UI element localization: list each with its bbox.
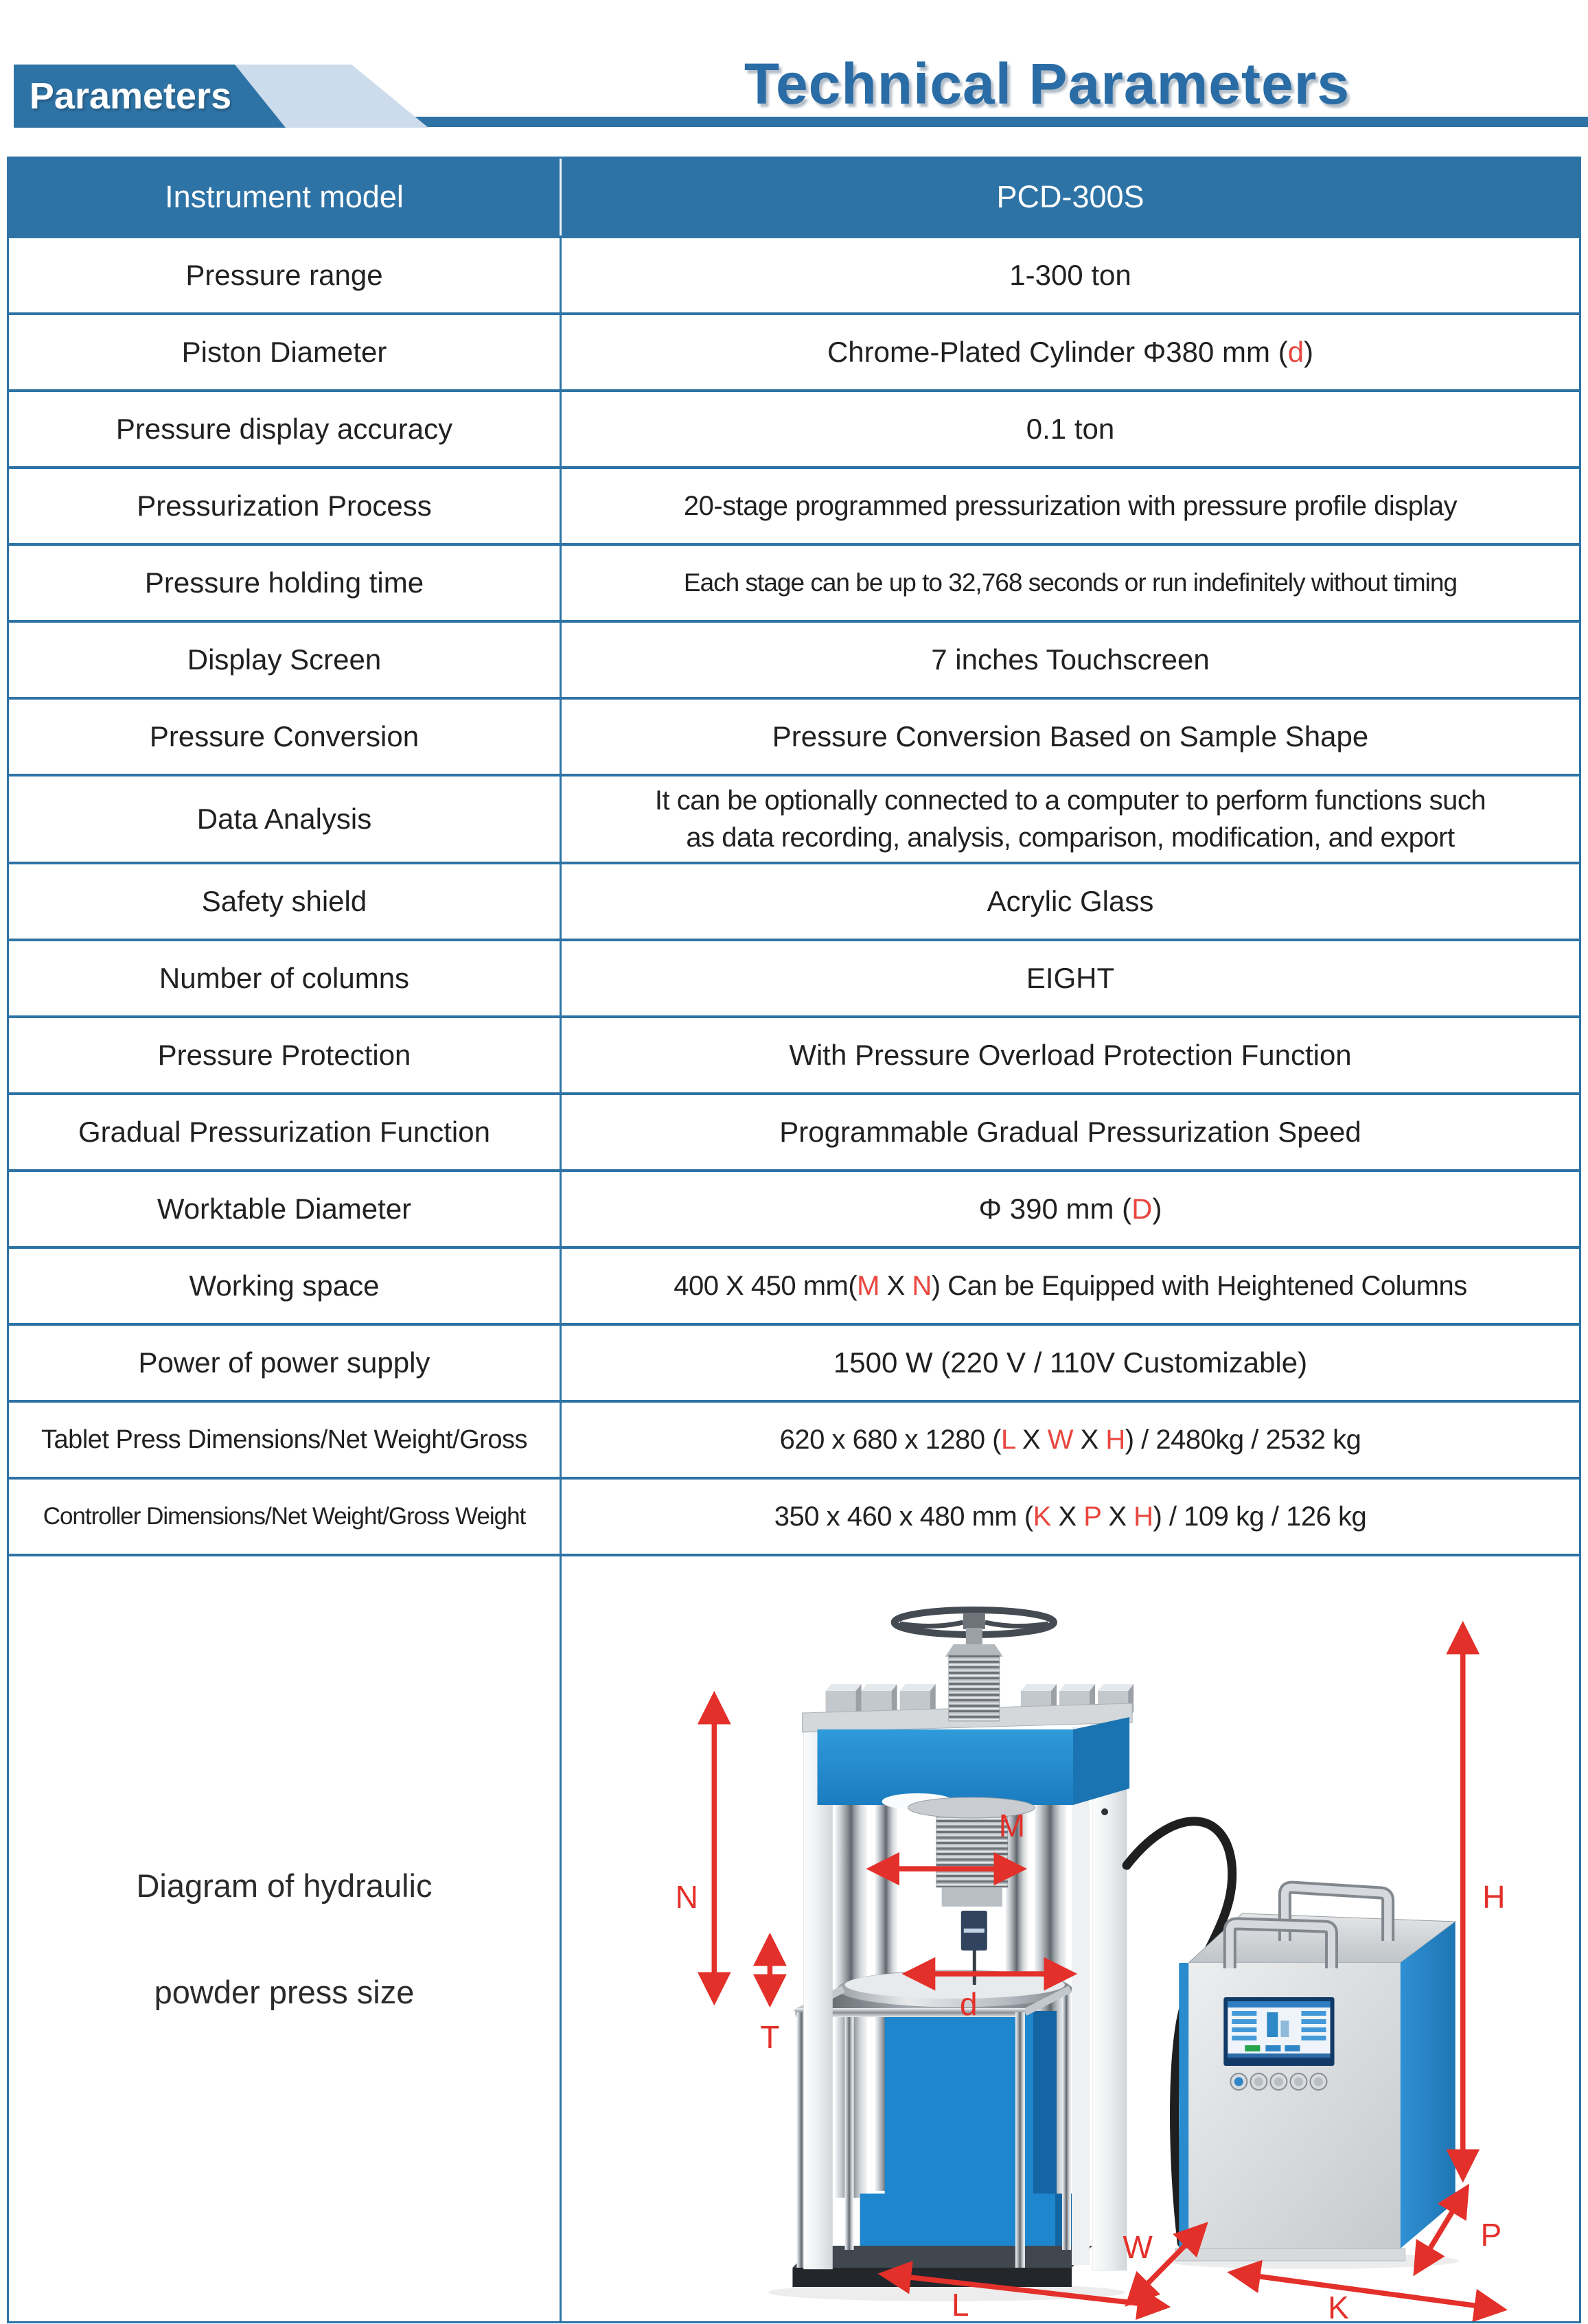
table-row bbox=[9, 543, 1579, 620]
parameters-banner bbox=[14, 65, 453, 128]
table-row bbox=[9, 939, 1579, 1015]
stand-leg bbox=[1015, 2012, 1025, 2268]
handwheel bbox=[895, 1610, 1054, 1657]
param-value-cell: 20-stage programmed pressurization with pressure profile display bbox=[683, 490, 1458, 521]
header-param-cell: Instrument model bbox=[9, 159, 562, 235]
param-name-cell: Worktable Diameter bbox=[9, 1172, 562, 1246]
press-lower-body-shade bbox=[1033, 2011, 1057, 2198]
dim-label-W: W bbox=[1123, 2229, 1153, 2265]
sensor-rod bbox=[973, 1951, 976, 1985]
param-value-cell: Programmable Gradual Pressurization Speed bbox=[779, 1116, 1361, 1148]
hydraulic-press-diagram bbox=[562, 1556, 1579, 2321]
param-name-cell: Piston Diameter bbox=[9, 315, 562, 389]
header-value-cell: PCD-300S bbox=[996, 179, 1144, 214]
table-row bbox=[9, 1400, 1579, 1477]
dim-label-P: P bbox=[1480, 2217, 1502, 2253]
table-row bbox=[9, 774, 1579, 862]
param-value-cell: 400 X 450 mm(M X N) Can be Equipped with Heightened Columns bbox=[674, 1270, 1467, 1301]
param-name-cell: Pressure Protection bbox=[9, 1018, 562, 1092]
param-name-cell: Safety shield bbox=[9, 864, 562, 939]
param-value-cell: With Pressure Overload Protection Function bbox=[789, 1039, 1352, 1071]
param-name-cell: Pressure range bbox=[9, 238, 562, 312]
param-name-cell: Pressure display accuracy bbox=[9, 392, 562, 466]
table-row bbox=[9, 1015, 1579, 1092]
press-frame-post bbox=[1072, 1727, 1090, 2265]
table-row bbox=[9, 1477, 1579, 1554]
param-name-cell: Pressurization Process bbox=[9, 469, 562, 543]
page-title: Technical Parameters bbox=[744, 51, 1350, 116]
controller-front-edge bbox=[1179, 1963, 1190, 2248]
param-name-cell: Gradual Pressurization Function bbox=[9, 1095, 562, 1169]
dim-label-H: H bbox=[1482, 1879, 1506, 1915]
diagram-caption-cell bbox=[9, 1556, 562, 2321]
param-value-cell: 7 inches Touchscreen bbox=[931, 643, 1210, 676]
dim-label-T: T bbox=[760, 2019, 780, 2055]
param-value-cell: Chrome-Plated Cylinder Φ380 mm (d) bbox=[827, 336, 1314, 368]
piston-cylinder bbox=[936, 1810, 1008, 1887]
param-name-cell: Controller Dimensions/Net Weight/Gross Weight bbox=[9, 1480, 562, 1554]
diagram-row bbox=[9, 1554, 1579, 2321]
controller-side bbox=[1401, 1922, 1455, 2248]
piston-cap bbox=[942, 1887, 1002, 1907]
param-name-cell: Data Analysis bbox=[9, 776, 562, 862]
param-value-cell: Φ 390 mm (D) bbox=[978, 1193, 1162, 1225]
controller-unit bbox=[1175, 1887, 1455, 2261]
controller-buttons[interactable] bbox=[1230, 2073, 1326, 2090]
table-row bbox=[9, 466, 1579, 543]
banner-label: Parameters bbox=[29, 76, 232, 117]
controller-base bbox=[1175, 2248, 1405, 2261]
param-value-cell: EIGHT bbox=[1026, 962, 1115, 994]
dim-arrow-K bbox=[1235, 2273, 1499, 2309]
table-row bbox=[9, 1323, 1579, 1400]
param-value-cell: 1-300 ton bbox=[1009, 259, 1131, 291]
param-name-cell: Power of power supply bbox=[9, 1326, 562, 1400]
dim-label-M: M bbox=[998, 1808, 1026, 1843]
table-row bbox=[9, 862, 1579, 939]
stand-leg bbox=[845, 1989, 854, 2250]
param-value-cell: Each stage can be up to 32,768 seconds or run indefinitely without timing bbox=[683, 568, 1458, 597]
table-row bbox=[9, 697, 1579, 774]
param-value-cell: Acrylic Glass bbox=[987, 885, 1154, 917]
table-row bbox=[9, 389, 1579, 466]
table-row bbox=[9, 620, 1579, 697]
press-screw bbox=[949, 1655, 1000, 1721]
param-value-cell: 620 x 680 x 1280 (L X W X H) / 2480kg / 2532 kg bbox=[779, 1424, 1361, 1455]
param-value-cell: 1500 W (220 V / 110V Customizable) bbox=[833, 1346, 1308, 1379]
press-crossbeam bbox=[818, 1729, 1074, 1805]
param-name-cell: Pressure holding time bbox=[9, 546, 562, 620]
controller-touchscreen[interactable] bbox=[1223, 1997, 1334, 2066]
diagram-caption-line1: Diagram of hydraulic bbox=[136, 1867, 433, 1904]
param-name-cell: Pressure Conversion bbox=[9, 700, 562, 774]
dim-label-K: K bbox=[1328, 2290, 1349, 2321]
table-row bbox=[9, 1092, 1579, 1169]
param-value-cell: 350 x 460 x 480 mm (K X P X H) / 109 kg / 126 kg bbox=[774, 1501, 1367, 1532]
table-header-row bbox=[9, 159, 1579, 235]
press-machine bbox=[792, 1610, 1134, 2287]
table-row bbox=[9, 312, 1579, 389]
table-row bbox=[9, 235, 1579, 312]
table-row bbox=[9, 1246, 1579, 1323]
sensor-window bbox=[964, 1929, 985, 1933]
dim-label-L: L bbox=[951, 2287, 969, 2321]
param-name-cell: Working space bbox=[9, 1249, 562, 1323]
bolt bbox=[1101, 1808, 1108, 1815]
press-lower-body bbox=[885, 2011, 1057, 2198]
param-name-cell: Display Screen bbox=[9, 623, 562, 697]
param-name-cell: Number of columns bbox=[9, 941, 562, 1015]
param-name-cell: Tablet Press Dimensions/Net Weight/Gross bbox=[9, 1403, 562, 1477]
press-platform-top bbox=[792, 2246, 1092, 2268]
param-value-cell: 0.1 ton bbox=[1026, 413, 1115, 445]
param-value-cell: Pressure Conversion Based on Sample Shape bbox=[772, 720, 1369, 752]
press-base-block bbox=[860, 2194, 1077, 2251]
stand-leg bbox=[1062, 1989, 1071, 2250]
dim-label-d: d bbox=[959, 1986, 978, 2022]
param-value-cell: It can be optionally connected to a computer to perform functions such as data recording, analysis, comparison, modification, and export bbox=[654, 785, 1486, 853]
spec-table bbox=[7, 157, 1581, 2323]
dim-label-N: N bbox=[675, 1879, 698, 1915]
table-row bbox=[9, 1169, 1579, 1246]
diagram-image-cell bbox=[562, 1556, 1579, 2321]
diagram-caption-line2: powder press size bbox=[154, 1974, 415, 2010]
